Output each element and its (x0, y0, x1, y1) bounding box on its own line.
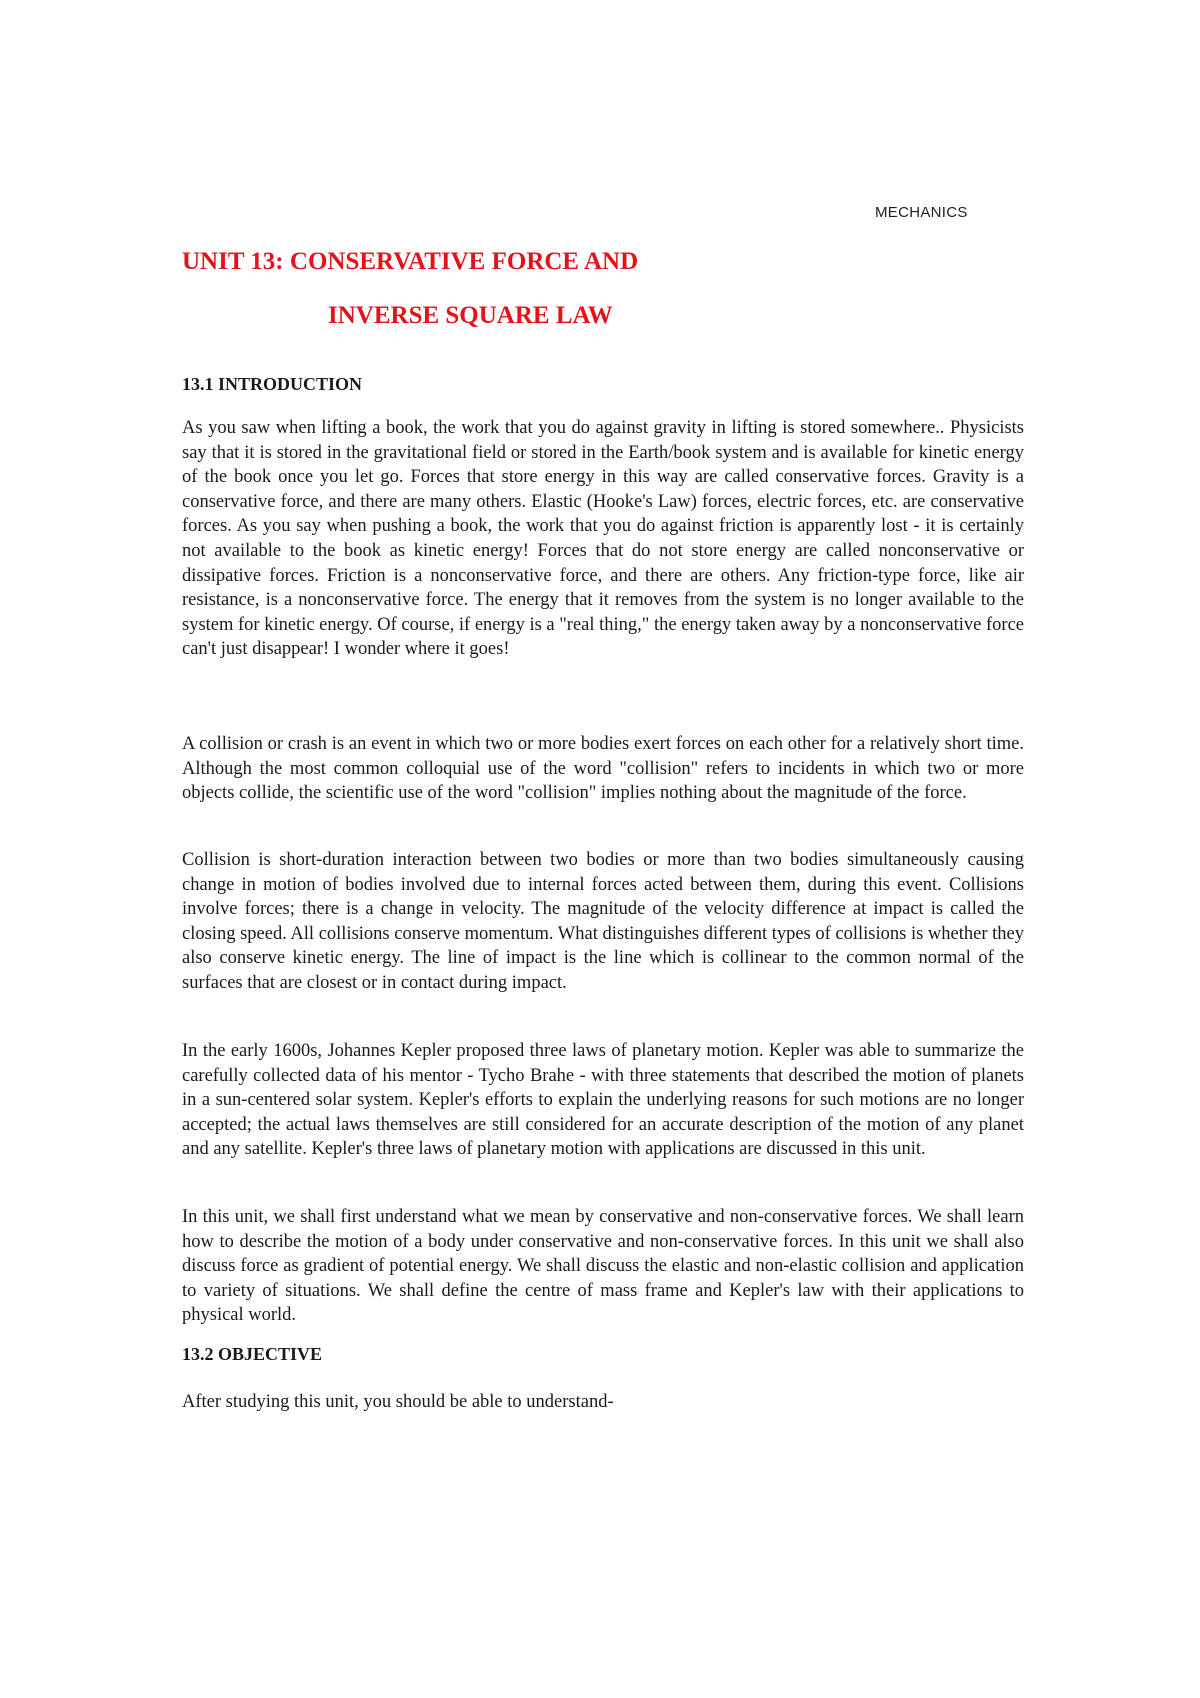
section-heading-objective: 13.2 OBJECTIVE (182, 1344, 323, 1364)
intro-paragraph-kepler: In the early 1600s, Johannes Kepler proposed three laws of planetary motion. Kepler was able to summarize the carefully collected data of his mentor - Tycho Brahe - with three statements that described the motion of planets in a sun-centered solar system. Kepler's efforts to explain the underlying reasons for such motions are no longer accepted; the actual laws themselves are still considered for an accurate description of the motion of any planet and any satellite. Kepler's three laws of planetary motion with applications are discussed in this unit. (182, 1041, 1024, 1160)
intro-paragraph-collision-interaction: Collision is short-duration interaction between two bodies or more than two bodies simultaneously causing change in motion of bodies involved due to internal forces acted between them, during this event. Collisions involve forces; there is a change in velocity. The magnitude of the velocity difference at impact is called the closing speed. All collisions conserve momentum. What distinguishes different types of collisions is whether they also conserve kinetic energy. The line of impact is the line which is collinear to the common normal of the surfaces that are closest or in contact during impact. (182, 850, 1024, 993)
intro-paragraph-unit-overview: In this unit, we shall first understand what we mean by conservative and non-conservative forces. We shall learn how to describe the motion of a body under conservative and non-conservative forces. In this unit we shall also discuss force as gradient of potential energy. We shall discuss the elastic and non-elastic collision and application to variety of situations. We shall define the centre of mass frame and Kepler's law with their applications to physical world. (182, 1207, 1024, 1326)
section-heading-introduction: 13.1 INTRODUCTION (182, 374, 363, 394)
running-header: MECHANICS (875, 204, 968, 221)
unit-title-line-1: UNIT 13: CONSERVATIVE FORCE AND (182, 248, 639, 275)
objective-paragraph: After studying this unit, you should be able to understand- (182, 1392, 614, 1412)
intro-paragraph-collision-definition: A collision or crash is an event in which two or more bodies exert forces on each other for a relatively short time. Although the most common colloquial use of the word "collision" refers to incidents in which two or more objects collide, the scientific use of the word "collision" implies nothing about the magnitude of the force. (182, 734, 1024, 804)
unit-title-line-2: INVERSE SQUARE LAW (328, 302, 613, 329)
intro-paragraph-conservative-forces: As you saw when lifting a book, the work that you do against gravity in lifting is stored somewhere.. Physicists say that it is stored in the gravitational field or stored in the Earth/book system and is available for kinetic energy of the book once you let go. Forces that store energy in this way are called conservative forces. Gravity is a conservative force, and there are many others. Elastic (Hooke's Law) forces, electric forces, etc. are conservative forces. As you say when pushing a book, the work that you do against friction is apparently lost - it is certainly not available to the book as kinetic energy! Forces that do not store energy are called nonconservative or dissipative forces. Friction is a nonconservative force, and there are others. Any friction-type force, like air resistance, is a nonconservative force. The energy that it removes from the system is no longer available to the system for kinetic energy. Of course, if energy is a "real thing," the energy taken away by a nonconservative force can't just disappear! I wonder where it goes! (182, 418, 1024, 660)
